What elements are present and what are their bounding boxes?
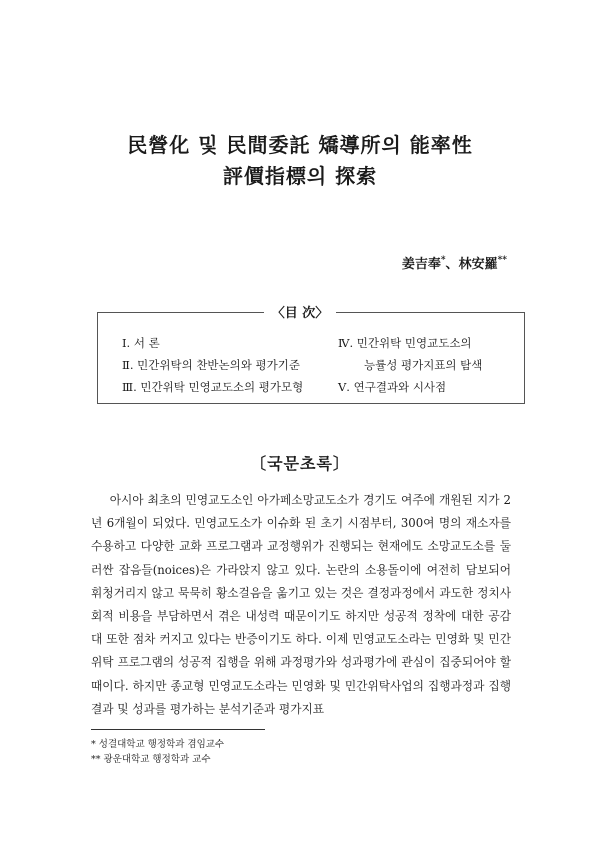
author-2-mark: **	[497, 255, 507, 266]
authors	[402, 253, 507, 272]
abstract-body	[91, 489, 511, 721]
paper-title-line-1: 民營化 및 民間委託 矯導所의 能率性	[127, 133, 473, 157]
author-1-mark: *	[440, 255, 446, 266]
footnote-2: ** 광운대학교 행정학과 교수	[91, 754, 211, 765]
author-separator: 、	[445, 257, 459, 272]
abstract-paragraph: 아시아 최초의 민영교도소인 아가페소망교도소가 경기도 여주에 개원된 지가 2년 6개월이 되었다. 민영교도소가 이슈화 된 초기 시점부터, 300여 명의 재소자를 수용하고 다양한 교화 프로그램과 교정행위가 진행되는 현재에도 소망교도소를 둘러싼 잡음들(noices)은 가라앉지 않고 있다. 논란의 소용돌이에 여전히 담보되어 휘청거리지 않고 묵묵히 황소걸음을 옮기고 있는 것은 결정과정에서 과도한 정치사회적 비용을 부담하면서 겪은 내성력 때문이기도 하지만 성공적 정착에 대한 공감대 또한 점차 커지고 있다는 반증이기도 하다. 이제 민영교도소라는 민영화 및 민간위탁 프로그램의 성공적 집행을 위해 과정평가와 성과평가에 관심이 집중되어야 할 때이다. 하지만 종교형 민영교도소라는 민영화 및 민간위탁사업의 집행과정과 집행결과 및 성과를 평가하는 분석기준과 평가지표	[91, 493, 511, 716]
toc-item-4: Ⅳ. 민간위탁 민영교도소의	[338, 336, 472, 350]
toc-item-1: Ⅰ. 서 론	[122, 336, 160, 350]
toc-item-5: Ⅴ. 연구결과와 시사점	[338, 380, 447, 394]
author-2: 林安羅	[458, 257, 498, 272]
table-of-contents	[97, 312, 525, 404]
footnote-1: * 성결대학교 행정학과 겸임교수	[91, 739, 225, 750]
toc-item-3: Ⅲ. 민간위탁 민영교도소의 평가모형	[122, 380, 304, 394]
paper-title-line-2: 評價指標의 探索	[222, 164, 378, 188]
abstract-heading: 〔국문초록〕	[250, 454, 350, 473]
footnote-divider	[91, 729, 265, 730]
author-1: 姜吉奉	[401, 257, 441, 272]
toc-heading: 〈目 次〉	[0, 302, 600, 321]
toc-item-4-continued: 능률성 평가지표의 탐색	[364, 358, 483, 372]
toc-item-2: Ⅱ. 민간위탁의 찬반논의와 평가기준	[122, 358, 300, 372]
